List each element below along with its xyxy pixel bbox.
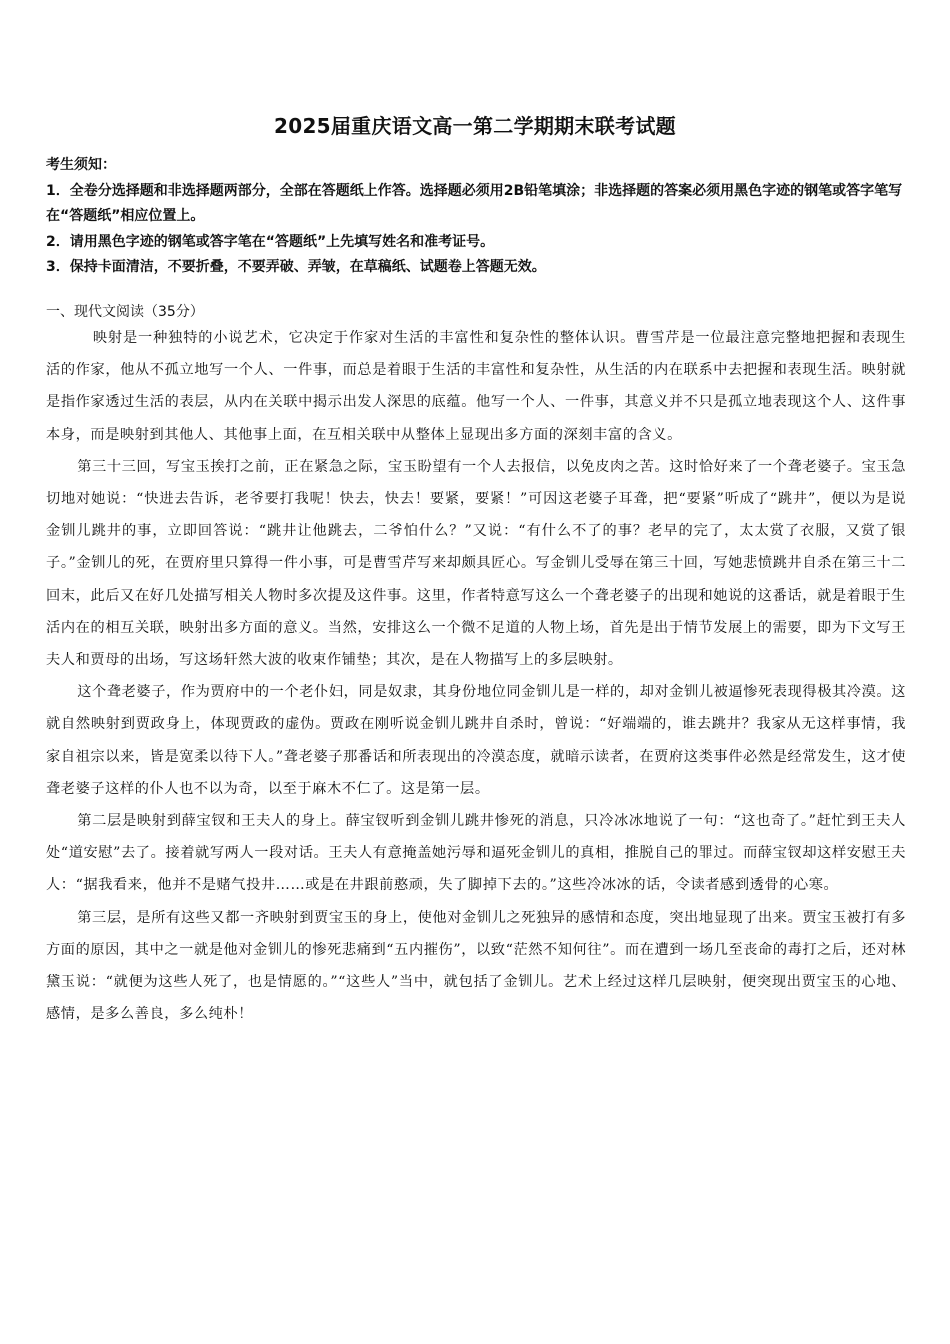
notice-heading: 考生须知： [46,157,116,173]
passage-paragraph: 这个聋老婆子，作为贾府中的一个老仆妇，同是奴隶，其身份地位同金钏儿是一样的，却对金钏儿被逼惨死表现得极其冷漠。这就自然映射到贾政身上，体现贾政的虚伪。贾政在刚听说金钏儿跳井自杀时，曾说：“好端端的，谁去跳井？我家从无这样事情，我家自祖宗以来，皆是宽柔以待下人。”聋老婆子那番话和所表现出的冷漠态度，就暗示读者，在贾府这类事件必然是经常发生，这才使聋老婆子这样的仆人也不以为奇，以至于麻木不仁了。这是第一层。 [46,684,906,797]
notice-item: 2．请用黑色字迹的钢笔或答字笔在“答题纸”上先填写姓名和准考证号。 [46,233,495,250]
notice-item: 3．保持卡面清洁，不要折叠，不要弄破、弄皱，在草稿纸、试题卷上答题无效。 [46,259,546,275]
notice-item: 1．全卷分选择题和非选择题两部分，全部在答题纸上作答。选择题必须用2B铅笔填涂；非选择题的答案必须用黑色字迹的钢笔或答字笔写在“答题纸”相应位置上。 [46,182,903,224]
exam-title: 2025届重庆语文高一第二学期期末联考试题 [274,114,676,138]
candidate-notice [46,153,906,281]
passage-paragraph: 第三十三回，写宝玉挨打之前，正在紧急之际，宝玉盼望有一个人去报信，以免皮肉之苦。这时恰好来了一个聋老婆子。宝玉急切地对她说：“快进去告诉，老爷要打我呢！快去，快去！要紧，要紧！”可因这老婆子耳聋，把“要紧”听成了“跳井”，便以为是说金钏儿跳井的事，立即回答说：“跳井让他跳去，二爷怕什么？”又说：“有什么不了的事？老早的完了，太太赏了衣服，又赏了银子。”金钏儿的死，在贾府里只算得一件小事，可是曹雪芹写来却颇具匠心。写金钏儿受辱在第三十回，写她悲愤跳井自杀在第三十二回末，此后又在好几处描写相关人物时多次提及这件事。这里，作者特意写这么一个聋老婆子的出现和她说的这番话，就是着眼于生活内在的相互关联，映射出多方面的意义。当然，安排这么一个微不足道的人物上场，首先是出于情节发展上的需要，即为下文写王夫人和贾母的出场，写这场轩然大波的收束作铺垫；其次，是在人物描写上的多层映射。 [46,458,906,669]
section-heading: 一、现代文阅读（35分） [46,304,204,320]
passage-paragraph: 映射是一种独特的小说艺术，它决定于作家对生活的丰富性和复杂性的整体认识。曹雪芹是一位最注意完整地把握和表现生活的作家，他从不孤立地写一个人、一件事，而总是着眼于生活的丰富性和复杂性，从生活的内在联系中去把握和表现生活。映射就是指作家透过生活的表层，从内在关联中揭示出发人深思的底蕴。他写一个人、一件事，其意义并不只是孤立地表现这个人、这件事本身，而是映射到其他人、其他事上面，在互相关联中从整体上显现出多方面的深刻丰富的含义。 [46,330,906,443]
passage-paragraph: 第二层是映射到薛宝钗和王夫人的身上。薛宝钗听到金钏儿跳井惨死的消息，只冷冰冰地说了一句：“这也奇了。”赶忙到王夫人处“道安慰”去了。接着就写两人一段对话。王夫人有意掩盖她污辱和逼死金钏儿的真相，推脱自己的罪过。而薛宝钗却这样安慰王夫人：“据我看来，他并不是赌气投井……或是在井跟前憨顽，失了脚掉下去的。”这些冷冰冰的话，令读者感到透骨的心寒。 [46,813,906,894]
passage-paragraph: 第三层，是所有这些又都一齐映射到贾宝玉的身上，使他对金钏儿之死独异的感情和态度，突出地显现了出来。贾宝玉被打有多方面的原因，其中之一就是他对金钏儿的惨死悲痛到“五内摧伤”，以致“茫然不知何往”。而在遭到一场几至丧命的毒打之后，还对林黛玉说：“就便为这些人死了，也是情愿的。”“这些人”当中，就包括了金钏儿。艺术上经过这样几层映射，便突现出贾宝玉的心地、感情，是多么善良，多么纯朴！ [46,909,906,1023]
reading-passage [46,322,906,1030]
